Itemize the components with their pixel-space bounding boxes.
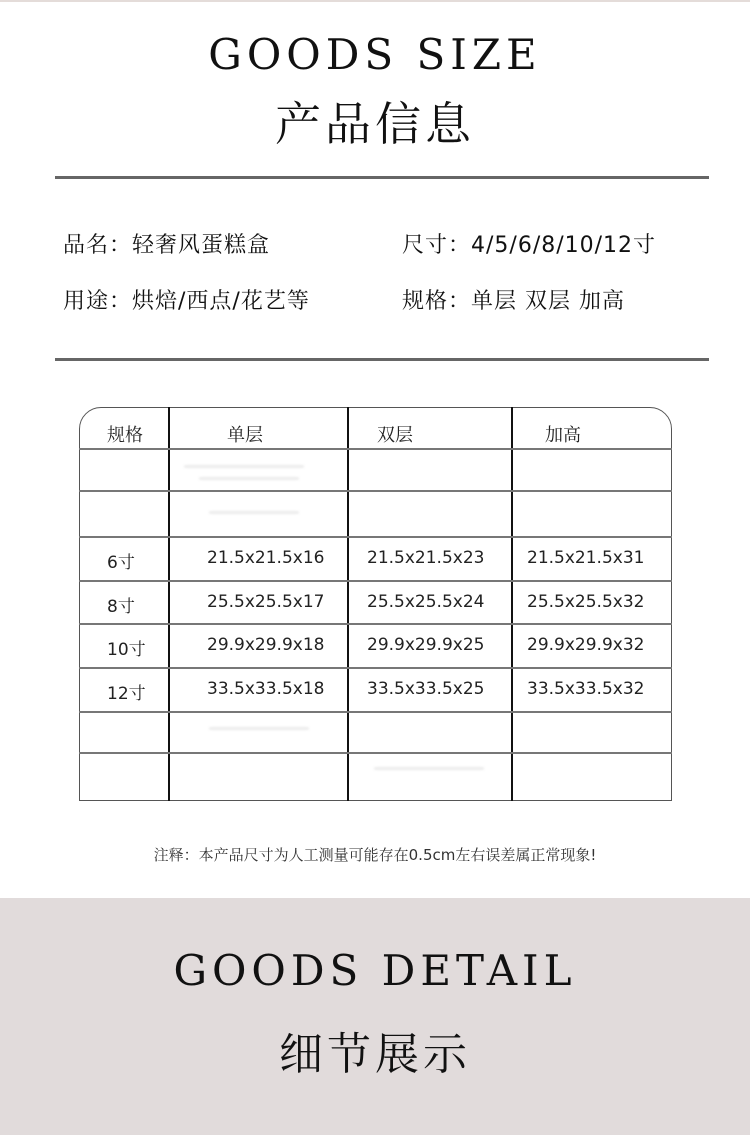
table-cell-size: 10寸 — [107, 640, 146, 660]
table-cell-tall: 29.9x29.9x32 — [527, 635, 645, 655]
product-size: 尺寸：4/5/6/8/10/12寸 — [402, 233, 657, 258]
size-table — [79, 407, 672, 801]
measurement-note: 注释：本产品尺寸为人工测量可能存在0.5cm左右误差属正常现象! — [153, 846, 597, 864]
detail-banner — [0, 898, 750, 1135]
table-row-divider — [79, 752, 672, 754]
product-name: 品名：轻奢风蛋糕盒 — [63, 233, 271, 258]
table-row-divider — [79, 580, 672, 582]
section-title-cn: 产品信息 — [275, 97, 475, 151]
table-cell-single: 29.9x29.9x18 — [207, 635, 325, 655]
table-cell-tall: 21.5x21.5x31 — [527, 548, 645, 568]
top-divider — [0, 0, 750, 2]
table-cell-double: 21.5x21.5x23 — [367, 548, 485, 568]
table-cell-size: 8寸 — [107, 597, 135, 617]
detail-title-en: GOODS DETAIL — [173, 946, 577, 995]
table-cell-single: 21.5x21.5x16 — [207, 548, 325, 568]
erased-row — [374, 767, 484, 770]
divider-top — [55, 176, 709, 179]
table-row-divider — [79, 623, 672, 625]
table-cell-single: 33.5x33.5x18 — [207, 679, 325, 699]
product-spec: 规格：单层 双层 加高 — [402, 289, 625, 314]
table-row-divider — [79, 536, 672, 538]
table-cell-tall: 33.5x33.5x32 — [527, 679, 645, 699]
table-cell-size: 12寸 — [107, 684, 146, 704]
detail-title-cn: 细节展示 — [279, 1029, 471, 1080]
table-header-double: 双层 — [377, 425, 413, 446]
table-cell-single: 25.5x25.5x17 — [207, 592, 325, 612]
erased-row — [184, 465, 304, 468]
table-cell-size: 6寸 — [107, 553, 135, 573]
table-cell-double: 29.9x29.9x25 — [367, 635, 485, 655]
table-row-divider — [79, 667, 672, 669]
divider-bottom — [55, 358, 709, 361]
section-title-en: GOODS SIZE — [208, 30, 542, 79]
table-cell-double: 25.5x25.5x24 — [367, 592, 485, 612]
table-col-divider — [168, 407, 170, 801]
table-header-spec: 规格 — [107, 425, 143, 446]
table-header-tall: 加高 — [545, 425, 581, 446]
product-usage: 用途：烘焙/西点/花艺等 — [63, 289, 310, 314]
table-col-divider — [511, 407, 513, 801]
erased-row — [199, 477, 299, 480]
table-cell-tall: 25.5x25.5x32 — [527, 592, 645, 612]
table-cell-double: 33.5x33.5x25 — [367, 679, 485, 699]
table-row-divider — [79, 448, 672, 450]
erased-row — [209, 511, 299, 514]
table-row-divider — [79, 711, 672, 713]
table-row-divider — [79, 490, 672, 492]
table-col-divider — [347, 407, 349, 801]
table-header-single: 单层 — [227, 425, 263, 446]
erased-row — [209, 727, 309, 730]
